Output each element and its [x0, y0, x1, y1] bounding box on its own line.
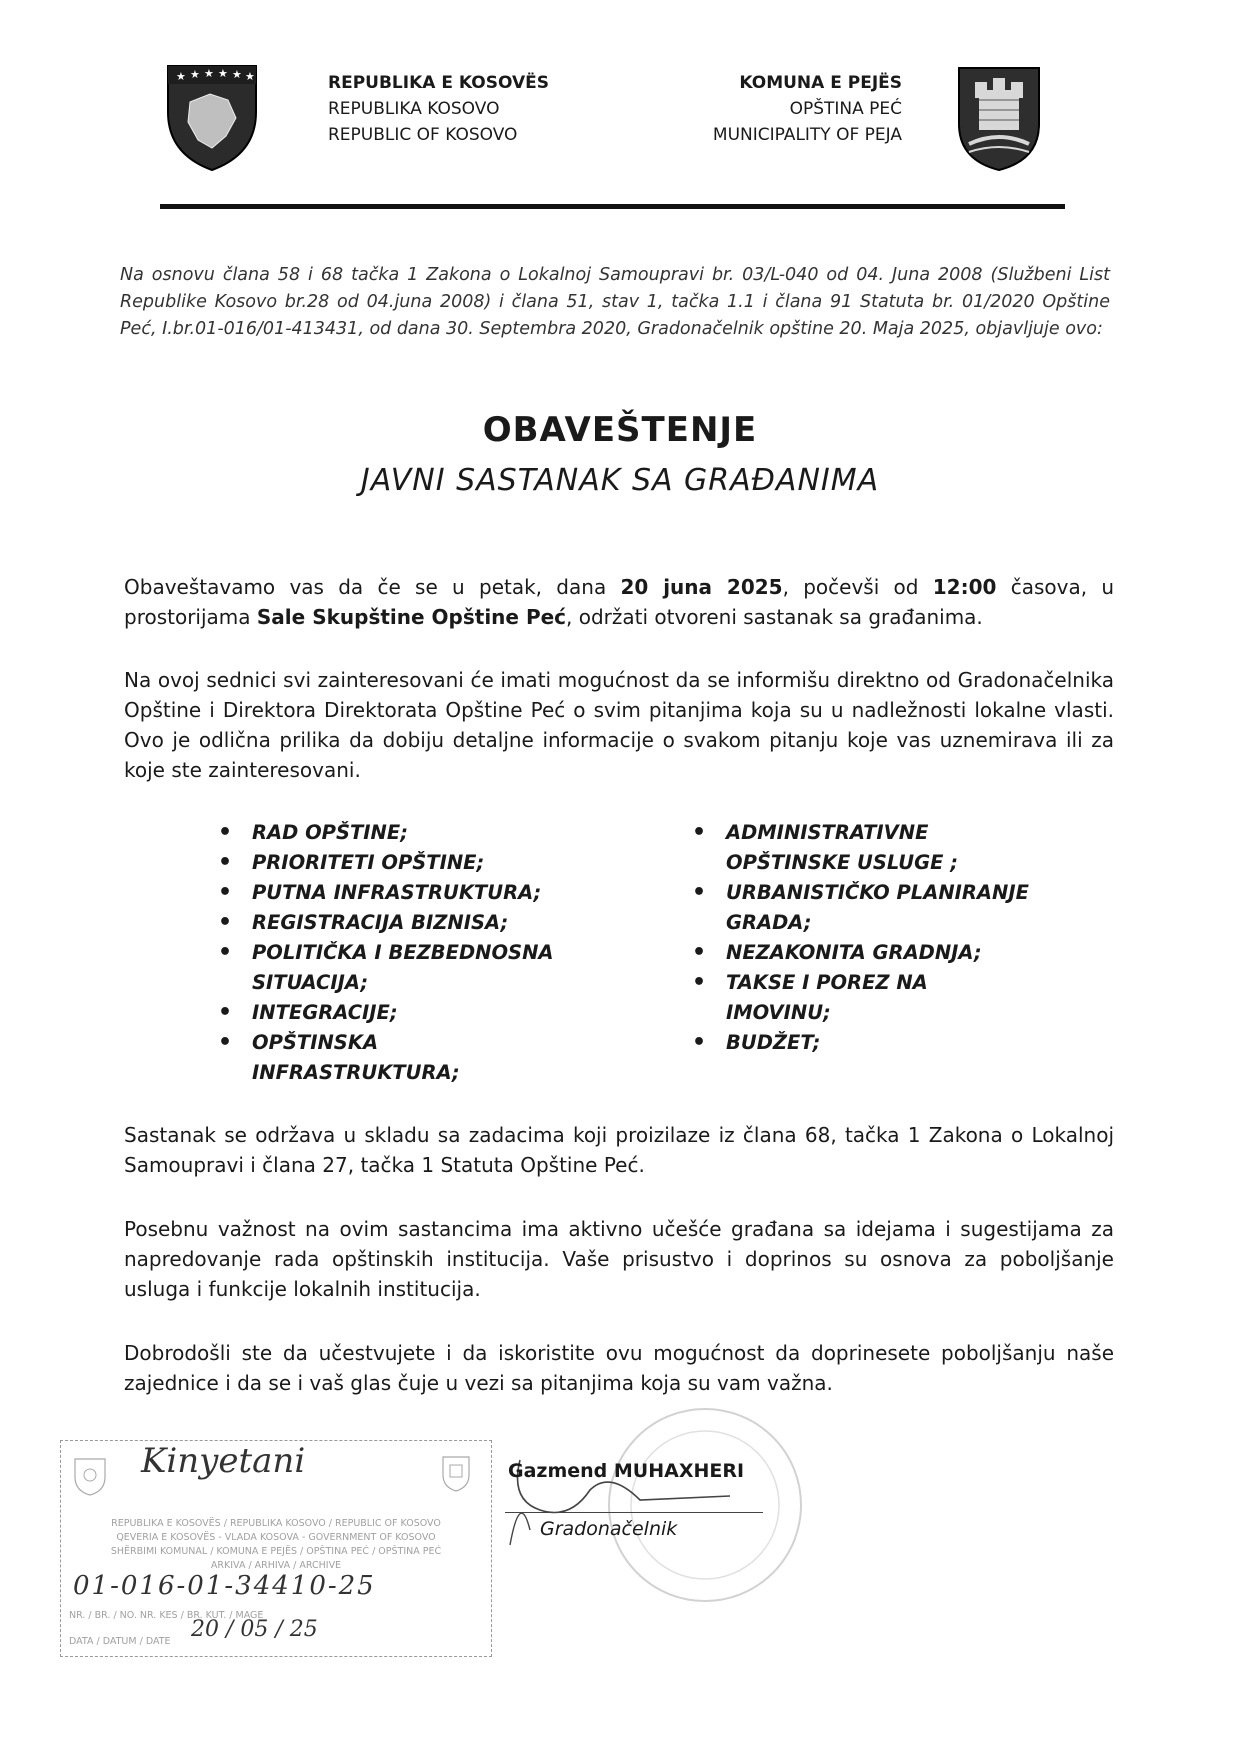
list-item: • ADMINISTRATIVNE OPŠTINSKE USLUGE ;	[692, 818, 1032, 878]
header-right	[640, 70, 902, 148]
header-left	[328, 70, 549, 148]
list-item: • TAKSE I POREZ NA IMOVINU;	[692, 968, 1032, 1028]
stamp-line-4: ARKIVA / ARHIVA / ARCHIVE	[210, 1560, 342, 1571]
header-left-line1: REPUBLIKA E KOSOVËS	[328, 73, 549, 93]
header-right-line2: OPŠTINA PEĆ	[789, 99, 902, 119]
list-item: • PRIORITETI OPŠTINE;	[218, 848, 568, 878]
intro-text-4: , održati otvoreni sastanak sa građanima.	[566, 605, 983, 629]
meeting-place: Sale Skupštine Opštine Peć	[256, 605, 567, 629]
intro-text-3: časova, u prostorijama	[124, 575, 1115, 629]
intro-paragraph	[124, 572, 1114, 632]
list-item: • OPŠTINSKA INFRASTRUKTURA;	[218, 1028, 568, 1088]
list-item: • BUDŽET;	[692, 1028, 1032, 1058]
stamp-line-1: REPUBLIKA E KOSOVËS / REPUBLIKA KOSOVO / REPUBLIC OF KOSOVO	[111, 1518, 441, 1529]
paragraph-4: Posebnu važnost na ovim sastancima ima aktivno učešće građana sa idejama i sugestijama za napredovanje rada opštinskih institucija. Vaše prisustvo i doprinos su osnova za poboljšanje usluga i funkcije lokalnih institucija.	[124, 1217, 1114, 1301]
paragraph-2: Na ovoj sednici svi zainteresovani će imati mogućnost da se informišu direktno od Gradonačelnika Opštine i Direktora Direktorata Opštine Peć o svim pitanjima koja su u nadležnosti lokalne vlasti. Ovo je odlična prilika da dobiju detaljne informacije o svakom pitanju koje vas uznemirava ili za koje ste zainteresovani.	[124, 668, 1114, 782]
svg-text:★: ★	[204, 67, 214, 80]
stamp-date-label: DATA / DATUM / DATE	[69, 1636, 171, 1647]
list-item: • POLITIČKA I BEZBEDNOSNA SITUACIJA;	[218, 938, 568, 998]
signatory-role: Gradonačelnik	[540, 1518, 678, 1540]
registry-stamp	[60, 1440, 492, 1657]
signature-line	[505, 1512, 763, 1513]
header-right-line3: MUNICIPALITY OF PEJA	[712, 125, 902, 145]
meeting-date: 20 juna 2025	[620, 575, 783, 599]
document-title: OBAVEŠTENJE	[482, 410, 758, 450]
header-left-line3: REPUBLIC OF KOSOVO	[328, 125, 518, 145]
svg-text:★: ★	[190, 68, 200, 81]
stamp-line-5: NR. / BR. / NO. NR. KES / BR. KUT. / MAGE	[69, 1610, 264, 1621]
stamp-date-value: 20 / 05 / 25	[191, 1617, 318, 1642]
stamp-line-2: QEVERIA E KOSOVËS - VLADA KOSOVA - GOVERNMENT OF KOSOVO	[116, 1532, 436, 1543]
topics-left-list	[218, 818, 568, 1088]
signatory-name: Gazmend MUHAXHERI	[508, 1460, 745, 1482]
list-item: • NEZAKONITA GRADNJA;	[692, 938, 1032, 968]
document-subtitle: JAVNI SASTANAK SA GRAĐANIMA	[360, 463, 880, 498]
header-left-line2: REPUBLIKA KOSOVO	[328, 99, 500, 119]
paragraph-5: Dobrodošli ste da učestvujete i da iskoristite ovu mogućnost da doprinesete poboljšanju naše zajednice i da se i vaš glas čuje u vezi sa pitanjima koja su vam važna.	[124, 1341, 1114, 1395]
list-item: • REGISTRACIJA BIZNISA;	[218, 908, 568, 938]
stamp-reg-number: 01-016-01-34410-25	[73, 1571, 376, 1601]
list-item: • INTEGRACIJE;	[218, 998, 568, 1028]
stamp-peja-emblem-icon	[441, 1455, 471, 1493]
svg-text:★: ★	[245, 70, 255, 83]
list-item: • PUTNA INFRASTRUKTURA;	[218, 878, 568, 908]
paragraph-3: Sastanak se održava u skladu sa zadacima koji proizilaze iz člana 68, tačka 1 Zakona o Lokalnoj Samoupravi i člana 27, tačka 1 Statuta Opštine Peć.	[124, 1123, 1114, 1177]
stamp-line-3: SHËRBIMI KOMUNAL / KOMUNA E PEJËS / OPŠTINA PEĆ / OPŠTINA PEĆ	[110, 1546, 442, 1557]
topics-right-list	[692, 818, 1032, 1058]
legal-basis: Na osnovu člana 58 i 68 tačka 1 Zakona o Lokalnoj Samoupravi br. 03/L-040 od 04. Juna 2008 (Službeni List Republike Kosovo br.28 od 04.juna 2008) i člana 51, stav 1, tačka 1.1 i člana 91 Statuta br. 01/2020 Opštine Peć, I.br.01-016/01-413431, od dana 30. Septembra 2020, Gradonačelnik opštine 20. Maja 2025, objavljuje ovo:	[120, 265, 1110, 339]
svg-text:★: ★	[176, 70, 186, 83]
intro-text-1: Obaveštavamo vas da če se u petak, dana	[124, 575, 621, 599]
kosovo-emblem-icon	[162, 62, 262, 174]
list-item: • RAD OPŠTINE;	[218, 818, 568, 848]
meeting-time: 12:00	[932, 575, 997, 599]
svg-text:★: ★	[232, 68, 242, 81]
header-divider	[160, 204, 1065, 209]
peja-emblem-icon	[955, 64, 1043, 174]
list-item: • URBANISTIČKO PLANIRANJE GRADA;	[692, 878, 1032, 938]
header-right-line1: KOMUNA E PEJËS	[739, 73, 902, 93]
svg-text:★: ★	[218, 67, 228, 80]
stamp-kosovo-emblem-icon	[73, 1457, 107, 1497]
intro-text-2: , počevši od	[782, 575, 933, 599]
stamp-handwritten-title: Kinyetani	[141, 1441, 306, 1481]
